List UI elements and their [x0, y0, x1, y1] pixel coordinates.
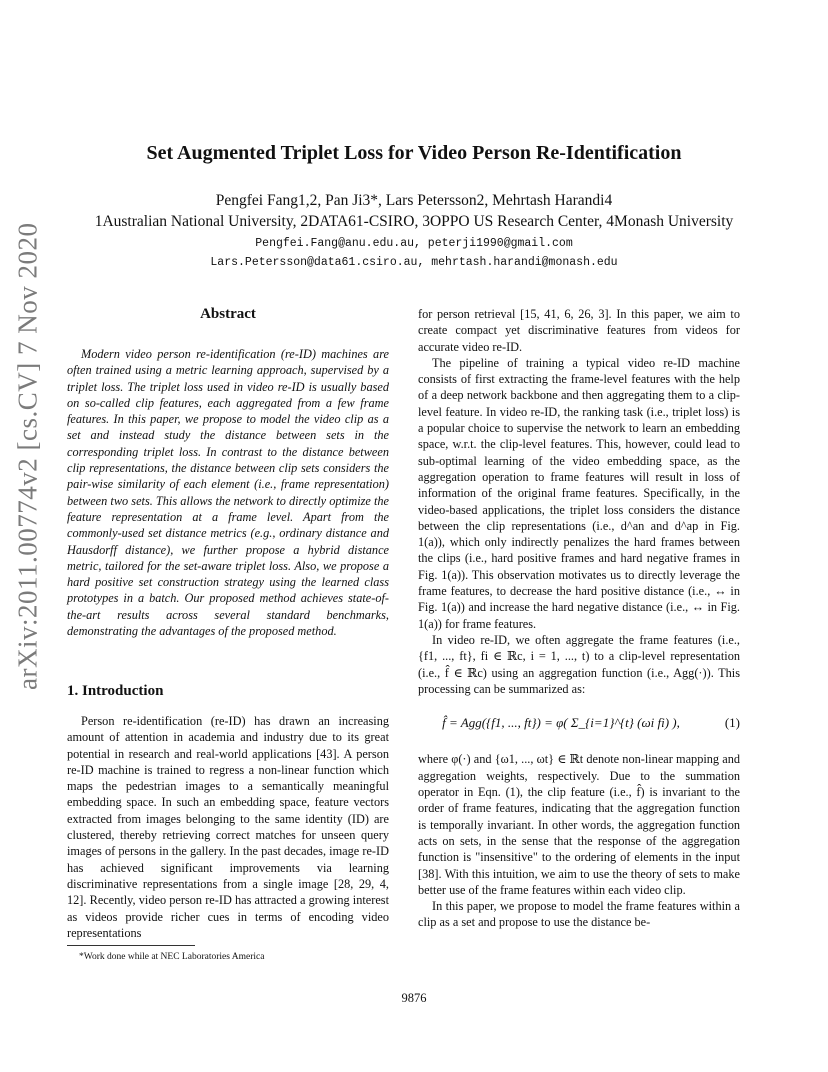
right-column — [418, 306, 740, 931]
right-paragraph-3: In video re-ID, we often aggregate the frame features (i.e., {f1, ..., ft}, fi ∈ ℝc, i = 1, ..., t) to a clip-level representation (i.e., f̂ ∈ ℝc) using an aggregation function (i.e., Agg(·)). This processing can be summarized as: — [418, 632, 740, 696]
affiliations: 1Australian National University, 2DATA61-CSIRO, 3OPPO US Research Center, 4Monash University — [94, 213, 734, 230]
footnote: *Work done while at NEC Laboratories America — [79, 952, 265, 962]
footnote-rule — [67, 945, 195, 946]
equation-formula: f̂ = Agg({f1, ..., ft}) = φ( Σ_{i=1}^{t} (ωi fi) ), — [442, 715, 680, 731]
page-number: 9876 — [401, 991, 427, 1005]
introduction-text — [67, 713, 389, 941]
arxiv-identifier: arXiv:2011.00774v2 [cs.CV] 7 Nov 2020 — [12, 222, 43, 690]
paper-title: Set Augmented Triplet Loss for Video Person Re-Identification — [146, 142, 682, 164]
intro-paragraph-1: Person re-identification (re-ID) has drawn an increasing amount of attention in academia and industry due to its great potential in research and real-world applications [43]. A person re-ID machine is trained to regress a non-linear function which maps the pedestrian images to a semantically meaningful embedding space. In such an embedding space, feature vectors extracted from images belonging to the same identity (ID) are clustered, thereby retrieving correct matches for unseen query images of persons in the gallery. In the past decades, image re-ID has achieved significant improvements via learning discriminative representations from a single image [28, 29, 4, 12]. Recently, video person re-ID has attracted a growing interest as videos provide richer cues in terms of encoding video representations — [67, 714, 389, 940]
equation-1 — [418, 715, 740, 731]
author-list: Pengfei Fang1,2, Pan Ji3*, Lars Petersson2, Mehrtash Harandi4 — [215, 192, 613, 209]
email-line-1[interactable]: Pengfei.Fang@anu.edu.au, peterji1990@gmail.com — [255, 237, 573, 250]
right-paragraph-4: where φ(·) and {ω1, ..., ωt} ∈ ℝt denote non-linear mapping and aggregation weights, respectively. Due to the summation operator in Eqn. (1), the clip feature (i.e., f̂) is invariant to the order of frame features, indicating that the aggregation function is temporally invariant. In other words, the aggregation function acts on sets, in the sense that the response of the aggregation function is "insensitive" to the ordering of elements in the input [38]. With this intuition, we aim to use the theory of sets to make better use of the frame features within each video clip. — [418, 752, 740, 897]
right-paragraph-1: for person retrieval [15, 41, 6, 26, 3]. In this paper, we aim to create compact yet discriminative features from videos for accurate video re-ID. — [418, 307, 740, 354]
equation-number: (1) — [724, 715, 740, 731]
abstract-paragraph: Modern video person re-identification (re-ID) machines are often trained using a metric learning approach, supervised by a triplet loss. The triplet loss used in video re-ID is usually based on so-called clip features, each aggregated from a few frame features. In this paper, we propose to model the video clip as a set and instead study the distance between sets in the corresponding triplet loss. In contrast to the distance between clip representations, the distance between clip sets considers the pair-wise similarity of each element (i.e., frame representation) between two sets. This allows the network to directly optimize the feature representation at a frame level. Apart from the commonly-used set distance metrics (e.g., ordinary distance and Hausdorff distance), we further propose a hybrid distance metric, tailored for the set-aware triplet loss. Also, we propose a hard positive set construction strategy using the learned class prototypes in a batch. Our proposed method achieves state-of-the-art results across several standard benchmarks, demonstrating the advantages of the proposed method. — [67, 347, 389, 639]
email-line-2[interactable]: Lars.Petersson@data61.csiro.au, mehrtash.harandi@monash.edu — [210, 256, 618, 269]
abstract-heading: Abstract — [200, 306, 256, 322]
right-paragraph-5: In this paper, we propose to model the frame features within a clip as a set and propose to use the distance be- — [418, 899, 740, 930]
abstract-text — [67, 346, 389, 639]
right-paragraph-2: The pipeline of training a typical video re-ID machine consists of first extracting the frame-level features with the help of a deep network backbone and then aggregating them to a clip-level feature. In video re-ID, the ranking task (i.e., triplet loss) is a popular choice to supervise the network to learn an embedding space, w.r.t. the clip-level features. This, however, could lead to sub-optimal learning of the video embedding space, as the aggregation operation to frame features will result in loss of information of the original frame features. Specifically, in the video-based applications, the triplet loss considers the distance between the clip representations (i.e., d^an and d^ap in Fig. 1(a)), which only indirectly penalizes the hard frames between the clips (i.e., hard positive frames and hard negative frames in Fig. 1(a)). This observation motivates us to directly leverage the frame features, to decrease the hard positive distance (i.e., ↔ in Fig. 1(a)) and increase the hard negative distance (i.e., ↔ in Fig. 1(a)) for frame features. — [418, 355, 740, 631]
introduction-heading: 1. Introduction — [67, 683, 164, 699]
